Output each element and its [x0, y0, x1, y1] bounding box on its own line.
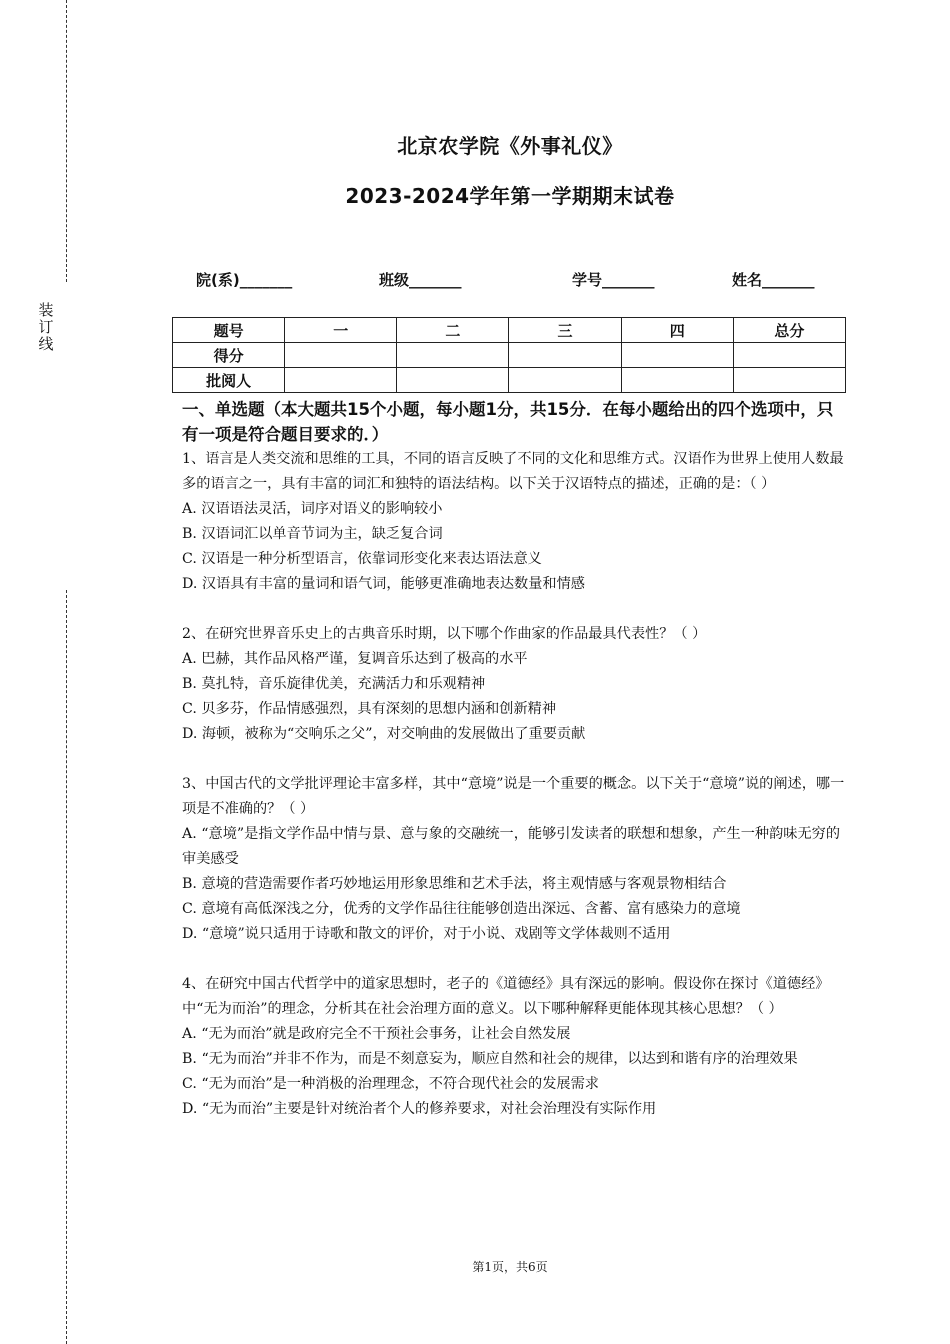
- score-table-cell: 题号: [173, 318, 285, 343]
- score-table-cell: 一: [285, 318, 397, 343]
- name-field: 姓名_______: [732, 271, 815, 289]
- section-heading: 一、单选题（本大题共15个小题，每小题1分，共15分．在每小题给出的四个选项中，只有一项是符合题目要求的．）: [182, 400, 834, 444]
- score-table-cell: 得分: [173, 343, 285, 368]
- score-table-cell: [397, 368, 509, 393]
- option-c: C. 贝多芬，作品情感强烈，具有深刻的思想内涵和创新精神: [182, 701, 557, 717]
- option-a: A. 巴赫，其作品风格严谨，复调音乐达到了极高的水平: [182, 651, 528, 667]
- score-table-cell: 总分: [733, 318, 845, 343]
- student-id-field: 学号_______: [572, 271, 655, 289]
- score-table-row: [173, 368, 846, 393]
- score-table-cell: [621, 343, 733, 368]
- binding-char: 线: [38, 335, 54, 353]
- option-d: D. 海顿，被称为“交响乐之父”，对交响曲的发展做出了重要贡献: [182, 726, 586, 742]
- score-table: [172, 317, 846, 393]
- question-2: [182, 622, 846, 747]
- score-table-cell: [733, 343, 845, 368]
- score-table-header-row: [173, 318, 846, 343]
- exam-title-line1: 北京农学院《外事礼仪》: [397, 134, 623, 158]
- question-3: [182, 772, 846, 947]
- score-table-cell: [397, 343, 509, 368]
- option-d: D. “意境”说只适用于诗歌和散文的评价，对于小说、戏剧等文学体裁则不适用: [182, 926, 671, 942]
- option-d: D. “无为而治”主要是针对统治者个人的修养要求，对社会治理没有实际作用: [182, 1101, 657, 1117]
- score-table-cell: [621, 368, 733, 393]
- binding-label: [36, 302, 56, 353]
- option-c: C. 汉语是一种分析型语言，依靠词形变化来表达语法意义: [182, 551, 542, 567]
- binding-char: 装: [38, 301, 54, 319]
- exam-title-line2: 2023-2024学年第一学期期末试卷: [345, 184, 675, 208]
- question-stem: 4、在研究中国古代哲学中的道家思想时，老子的《道德经》具有深远的影响。假设你在探讨《道德经》中“无为而治”的理念，分析其在社会治理方面的意义。以下哪种解释更能体现其核心思想？（ ）: [182, 976, 830, 1017]
- score-table-cell: [733, 368, 845, 393]
- option-b: B. “无为而治”并非不作为，而是不刻意妄为，顺应自然和社会的规律，以达到和谐有序的治理效果: [182, 1051, 798, 1067]
- page-footer: 第1页，共6页: [472, 1260, 548, 1274]
- binding-dashed-line-bottom: [66, 590, 67, 1344]
- question-stem: 3、中国古代的文学批评理论丰富多样，其中“意境”说是一个重要的概念。以下关于“意境”说的阐述，哪一项是不准确的？（ ）: [182, 776, 845, 817]
- score-table-row: [173, 343, 846, 368]
- question-4: [182, 972, 846, 1122]
- class-field: 班级_______: [379, 271, 462, 289]
- score-table-cell: 四: [621, 318, 733, 343]
- option-a: A. 汉语语法灵活，词序对语义的影响较小: [182, 501, 443, 517]
- question-stem: 1、语言是人类交流和思维的工具，不同的语言反映了不同的文化和思维方式。汉语作为世界上使用人数最多的语言之一，具有丰富的词汇和独特的语法结构。以下关于汉语特点的描述，正确的是：（ ）: [182, 451, 844, 492]
- option-b: B. 意境的营造需要作者巧妙地运用形象思维和艺术手法，将主观情感与客观景物相结合: [182, 876, 727, 892]
- score-table-cell: [285, 343, 397, 368]
- exam-content: [182, 397, 846, 1122]
- department-field: 院(系)_______: [196, 271, 293, 289]
- option-a: A. “无为而治”就是政府完全不干预社会事务，让社会自然发展: [182, 1026, 571, 1042]
- score-table-cell: [509, 343, 621, 368]
- score-table-cell: 批阅人: [173, 368, 285, 393]
- option-d: D. 汉语具有丰富的量词和语气词，能够更准确地表达数量和情感: [182, 576, 585, 592]
- option-b: B. 莫扎特，音乐旋律优美，充满活力和乐观精神: [182, 676, 486, 692]
- score-table-cell: [285, 368, 397, 393]
- question-1: [182, 447, 846, 597]
- option-b: B. 汉语词汇以单音节词为主，缺乏复合词: [182, 526, 443, 542]
- question-stem: 2、在研究世界音乐史上的古典音乐时期，以下哪个作曲家的作品最具代表性？（ ）: [182, 626, 707, 642]
- score-table-cell: 三: [509, 318, 621, 343]
- binding-char: 订: [38, 318, 54, 336]
- option-a: A. “意境”是指文学作品中情与景、意与象的交融统一，能够引发读者的联想和想象，产生一种韵味无穷的审美感受: [182, 826, 841, 867]
- option-c: C. “无为而治”是一种消极的治理理念，不符合现代社会的发展需求: [182, 1076, 599, 1092]
- option-c: C. 意境有高低深浅之分，优秀的文学作品往往能够创造出深远、含蓄、富有感染力的意境: [182, 901, 741, 917]
- score-table-cell: 二: [397, 318, 509, 343]
- score-table-cell: [509, 368, 621, 393]
